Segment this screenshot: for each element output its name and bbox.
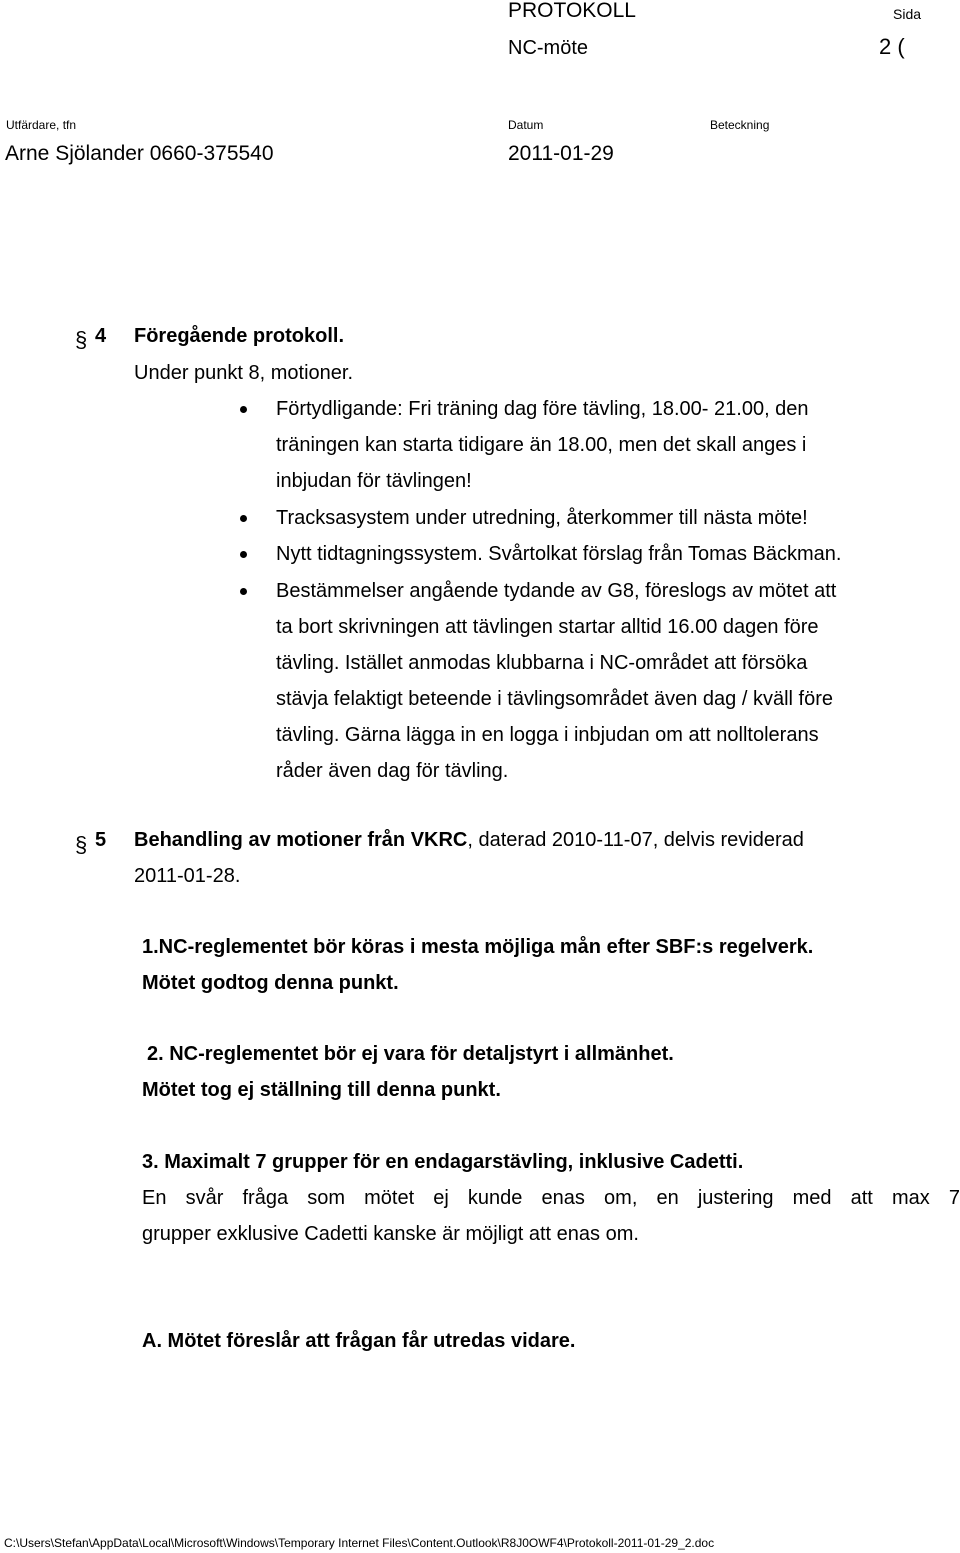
- motion-heading: 2. NC-reglementet bör ej vara för detaljstyrt i allmänhet.: [147, 1043, 674, 1065]
- motion-result: En svår fråga som mötet ej kunde enas om, en justering med att max 7: [142, 1187, 960, 1209]
- section-number: 5: [95, 829, 107, 851]
- bullet-line: ta bort skrivningen att tävlingen startar alltid 16.00 dagen före: [276, 616, 819, 638]
- meeting-name: NC-möte: [508, 37, 589, 59]
- section-mark: §: [75, 327, 88, 352]
- date-label: Datum: [508, 118, 544, 132]
- bullet-icon: [240, 406, 247, 413]
- motion-result: Mötet godtog denna punkt.: [142, 972, 399, 994]
- bullet-line: Nytt tidtagningssystem. Svårtolkat förslag från Tomas Bäckman.: [276, 543, 842, 565]
- section-intro: Under punkt 8, motioner.: [134, 362, 354, 384]
- doc-type: PROTOKOLL: [508, 0, 636, 22]
- bullet-line: råder även dag för tävling.: [276, 760, 509, 782]
- motion-heading: A. Mötet föreslår att frågan får utredas vidare.: [142, 1330, 576, 1352]
- bullet-line: stävja felaktigt beteende i tävlingsområdet även dag / kväll före: [276, 688, 833, 710]
- date-value: 2011-01-29: [508, 142, 614, 165]
- reference-label: Beteckning: [710, 118, 770, 132]
- section-title-bold: Behandling av motioner från VKRC: [134, 829, 468, 851]
- motion-heading: 1.NC-reglementet bör köras i mesta möjliga mån efter SBF:s regelverk.: [142, 936, 814, 958]
- bullet-line: Förtydligande: Fri träning dag före tävling, 18.00- 21.00, den: [276, 398, 809, 420]
- section-number: 4: [95, 325, 107, 347]
- motion-heading: 3. Maximalt 7 grupper för en endagarstävling, inklusive Cadetti.: [142, 1151, 744, 1173]
- footer-file-path: C:\Users\Stefan\AppData\Local\Microsoft\Windows\Temporary Internet Files\Content.Outlook\R8J0OWF4\Protokoll-2011-01-29_2.doc: [4, 1536, 715, 1550]
- page-label: Sida: [893, 6, 922, 22]
- motion-result: Mötet tog ej ställning till denna punkt.: [142, 1079, 501, 1101]
- section-mark: §: [75, 832, 88, 857]
- bullet-line: inbjudan för tävlingen!: [276, 470, 472, 492]
- bullet-line: tävling. Istället anmodas klubbarna i NC-området att försöka: [276, 652, 808, 674]
- section-title-rest: , daterad 2010-11-07, delvis reviderad: [467, 829, 804, 851]
- bullet-line: träningen kan starta tidigare än 18.00, men det skall anges i: [276, 434, 807, 456]
- section-title: [134, 822, 804, 859]
- bullet-line: Tracksasystem under utredning, återkommer till nästa möte!: [276, 507, 808, 529]
- section-title: Föregående protokoll.: [134, 325, 345, 347]
- bullet-line: tävling. Gärna lägga in en logga i inbjudan om att nolltolerans: [276, 724, 819, 746]
- bullet-icon: [240, 515, 247, 522]
- section-title-line2: 2011-01-28.: [134, 865, 241, 887]
- bullet-icon: [240, 588, 247, 595]
- motion-result: grupper exklusive Cadetti kanske är möjligt att enas om.: [142, 1223, 639, 1245]
- bullet-line: Bestämmelser angående tydande av G8, föreslogs av mötet att: [276, 580, 837, 602]
- bullet-icon: [240, 551, 247, 558]
- page-number: 2 (: [879, 34, 905, 59]
- issuer-label: Utfärdare, tfn: [6, 118, 77, 132]
- issuer-value: Arne Sjölander 0660-375540: [5, 142, 274, 165]
